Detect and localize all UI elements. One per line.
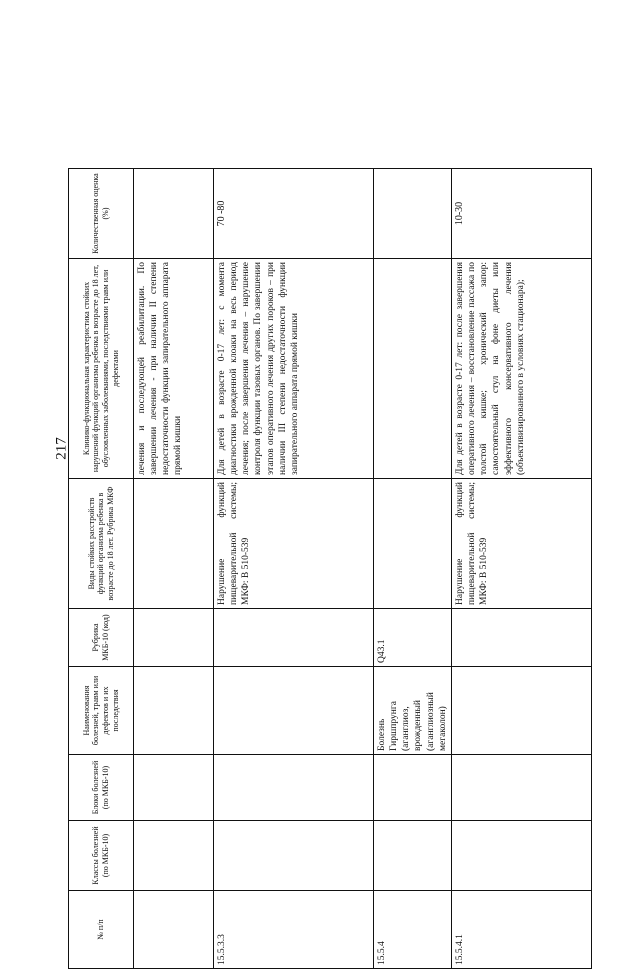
cell-kind	[374, 479, 452, 609]
cell-clinic: лечения и последующей реабилитации. По завершении лечения - при наличии II степени недостаточности функции запирательного аппарата прямой кишки	[134, 259, 214, 479]
cell-pct: 70 -80	[214, 169, 374, 259]
table-row	[214, 169, 374, 969]
rotated-table-container	[68, 169, 608, 969]
cell-classes	[214, 821, 374, 891]
cell-num: 15.5.4	[374, 891, 452, 969]
cell-blocks	[214, 755, 374, 821]
cell-kind: Нарушение функций пищеварительной системы; МКФ: В 510-539	[214, 479, 374, 609]
header-kind: Виды стойких расстройств функций организма ребенка в возрасте до 18 лет. Рубрика МКФ	[69, 479, 134, 609]
cell-blocks	[374, 755, 452, 821]
cell-name	[451, 667, 591, 755]
cell-code	[451, 609, 591, 667]
cell-pct	[374, 169, 452, 259]
cell-code: Q43.1	[374, 609, 452, 667]
cell-kind: Нарушение функций пищеварительной системы; МКФ: В 510-539	[451, 479, 591, 609]
header-pct: Количественная оценка (%)	[69, 169, 134, 259]
cell-blocks	[451, 755, 591, 821]
table-header-row	[69, 169, 134, 969]
header-classes: Классы болезней (по МКБ-10)	[69, 821, 134, 891]
cell-name: Болезнь Гиршпрунга (аганглиоз, врожденный (аганглиозный мегаколон)	[374, 667, 452, 755]
table-row	[134, 169, 214, 969]
disability-table	[68, 168, 592, 969]
cell-num	[134, 891, 214, 969]
cell-classes	[374, 821, 452, 891]
page-number: 217	[53, 437, 70, 460]
header-code: Рубрика МКБ-10 (код)	[69, 609, 134, 667]
cell-classes	[134, 821, 214, 891]
cell-code	[214, 609, 374, 667]
cell-name	[134, 667, 214, 755]
cell-num: 15.5.3.3	[214, 891, 374, 969]
cell-classes	[451, 821, 591, 891]
cell-code	[134, 609, 214, 667]
cell-pct	[134, 169, 214, 259]
header-blocks: Блоки болезней (по МКБ-10)	[69, 755, 134, 821]
table-row	[374, 169, 452, 969]
cell-num: 15.5.4.1	[451, 891, 591, 969]
header-num: № п/п	[69, 891, 134, 969]
cell-clinic: Для детей в возрасте 0-17 лет: после завершения оперативного лечения – восстановление пассажа по толстой кишке; хронический запор: самостоятельный стул на фоне диеты или эффективного консервативного лечения (объективизированного в условиях стационара);	[451, 259, 591, 479]
cell-name	[214, 667, 374, 755]
table-row	[451, 169, 591, 969]
cell-clinic	[374, 259, 452, 479]
cell-blocks	[134, 755, 214, 821]
cell-kind	[134, 479, 214, 609]
cell-clinic: Для детей в возрасте 0-17 лет: с момента диагностики врожденной клоаки на весь период лечения; после завершения лечения – нарушение контроля функции тазовых органов. По завершении этапов оперативного лечения других пороков – при наличии III степени недостаточности функции запирательного аппарата прямой кишки	[214, 259, 374, 479]
header-name: Наименования болезней, травм или дефектов и их последствия	[69, 667, 134, 755]
header-clinic: Клинико-функциональная характеристика стойких нарушений функций организма ребенка в возрасте до 18 лет, обусловленных заболеваниями, последствиями травм или дефектами	[69, 259, 134, 479]
cell-pct: 10-30	[451, 169, 591, 259]
